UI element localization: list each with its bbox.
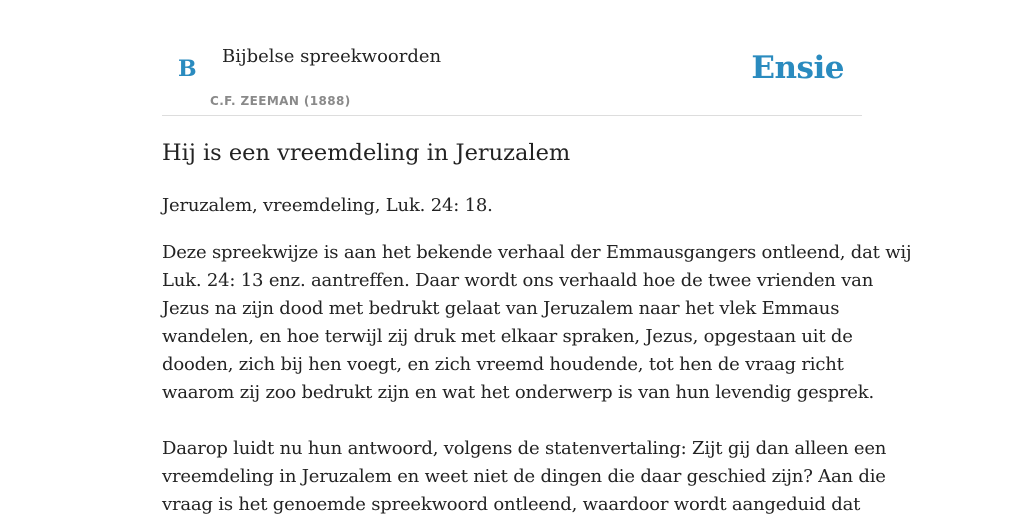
text-line: dooden, zich bij hen voegt, en zich vreemd houdende, tot hen de vraag richt [162,354,844,375]
ensie-logo[interactable]: Ensie [751,50,844,86]
text-line: waarom zij zoo bedrukt zijn en wat het onderwerp is van hun levendig gesprek. [162,382,874,403]
entry-body [162,239,912,519]
text-line: vreemdeling in Jeruzalem en weet niet de dingen die daar geschied zijn? Aan die [162,466,886,487]
text-line: vraag is het genoemde spreekwoord ontleend, waardoor wordt aangeduid dat [162,494,861,515]
paragraph [162,435,887,519]
book-badge[interactable]: B [178,56,197,82]
paragraph [162,239,912,407]
text-line: Jezus na zijn dood met bedrukt gelaat van Jeruzalem naar het vlek Emmaus [162,298,840,319]
article [162,0,912,515]
entry-title: Hij is een vreemdeling in Jeruzalem [162,140,571,166]
book-title[interactable]: Bijbelse spreekwoorden [222,46,442,67]
text-line: Deze spreekwijze is aan het bekende verhaal der Emmausgangers ontleend, dat wij [162,242,912,263]
book-author: C.F. ZEEMAN (1888) [210,94,351,108]
entry-keywords: Jeruzalem, vreemdeling, Luk. 24: 18. [162,195,493,216]
text-line: Daarop luidt nu hun antwoord, volgens de statenvertaling: Zijt gij dan alleen een [162,438,887,459]
text-line: Luk. 24: 13 enz. aantreffen. Daar wordt ons verhaald hoe de twee vrienden van [162,270,874,291]
book-header [162,0,862,116]
text-line: wandelen, en hoe terwijl zij druk met elkaar spraken, Jezus, opgestaan uit de [162,326,853,347]
